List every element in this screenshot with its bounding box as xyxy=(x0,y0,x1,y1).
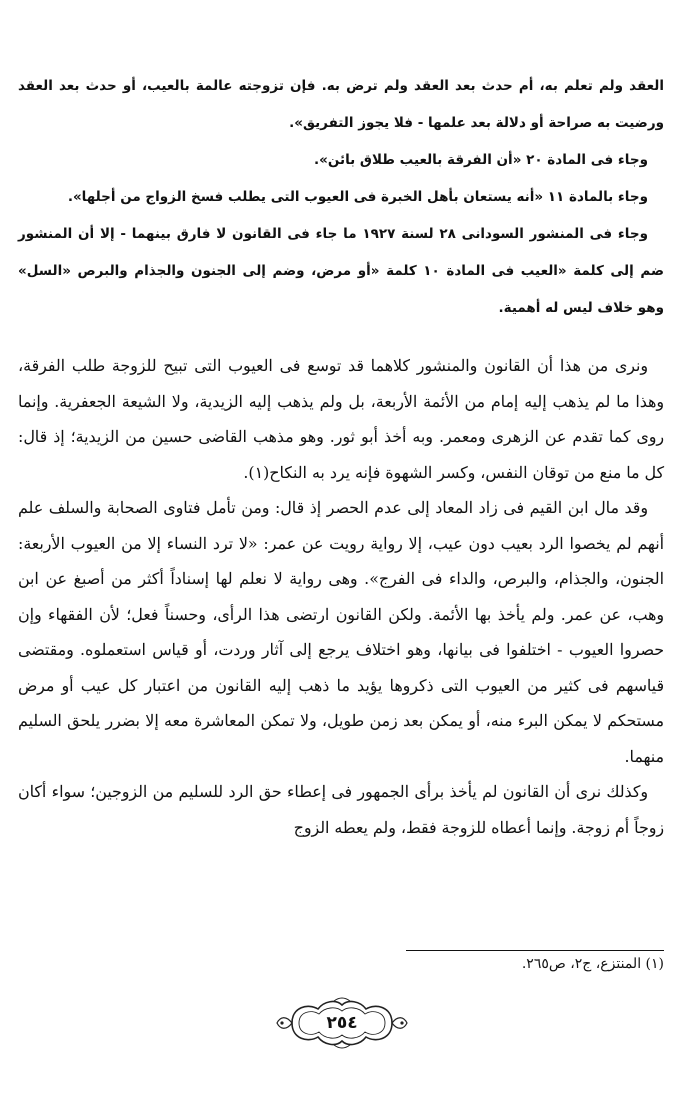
commentary-paragraph-3: وكذلك نرى أن القانون لم يأخذ برأى الجمهور فى إعطاء حق الرد للسليم من الزوجين؛ سواء أكان زوجاً أم زوجة. وإنما أعطاه للزوجة فقط، ولم يعطه الزوج xyxy=(18,782,664,837)
commentary-paragraph-1: ونرى من هذا أن القانون والمنشور كلاهما قد توسع فى العيوب التى تبيح للزوجة طلب الفرقة، وهذا ما لم يذهب إليه إمام من الأئمة الأربعة، بل ولم يذهب إليه الزيدية، ولا الشيعة الجعفرية. وإنما روى كما تقدم عن الزهرى ومعمر. وبه أخذ أبو ثور. وهو مذهب القاضى حسين من الزيدية؛ إذ قال: كل ما منع من توقان النفس، وكسر الشهوة فإنه يرد به النكاح(١). xyxy=(18,356,664,482)
law-paragraph-3: وجاء بالمادة ١١ «أنه يستعان بأهل الخبرة فى العيوب التى يطلب فسخ الزواج من أجلها». xyxy=(67,189,648,205)
footnote-divider xyxy=(406,950,664,951)
commentary-paragraph-2: وقد مال ابن القيم فى زاد المعاد إلى عدم الحصر إذ قال: ومن تأمل فتاوى الصحابة والسلف علم أنهم لم يخصوا الرد بعيب دون عيب، إلا رواية رويت عن عمر: «لا ترد النساء إلا من العيوب الأربعة: الجنون، والجذام، والبرص، والداء فى الفرج». وهى رواية لا نعلم لها إسناداً أكثر من أصبغ عن ابن وهب، عن عمر. ولم يأخذ بها الأئمة. ولكن القانون ارتضى هذا الرأى، وحسناً فعل؛ لأن الفقهاء وإن حصروا العيوب - اختلفوا فى بيانها، وهو اختلاف يرجع إلى آثار وردت، أو قياس استعملوه. ومقتضى قياسهم فى كثير من العيوب التى ذكروها يؤيد ما ذهب إليه القانون من اعتبار كل عيب أو مرض مستحكم لا يمكن البرء منه، أو يمكن بعد زمن طويل، ولا تمكن المعاشرة معه إلا بضرر يلحق السليم منهما. xyxy=(18,498,664,766)
law-paragraph-2: وجاء فى المادة ٢٠ «أن الفرقة بالعيب طلاق بائن». xyxy=(314,152,648,168)
law-paragraph-1: العقد ولم تعلم به، أم حدث بعد العقد ولم ترض به. فإن تزوجته عالمة بالعيب، أو حدث بعد العقد ورضيت به صراحة أو دلالة بعد علمها - فلا يجوز التفريق». xyxy=(18,78,664,131)
law-paragraph-4: وجاء فى المنشور السودانى ٢٨ لسنة ١٩٢٧ ما جاء فى القانون لا فارق بينهما - إلا أن المنشور ضم إلى كلمة «العيب فى المادة ١٠ كلمة «أو مرض، وضم إلى الجنون والجذام والبرص «السل» وهو خلاف ليس له أهمية. xyxy=(18,226,664,316)
footnote: (١) المنتزع، ج٢، ص٢٦٥. xyxy=(521,956,664,972)
law-quote-block xyxy=(18,68,664,327)
commentary-block xyxy=(18,348,664,845)
page-number: ٢٥٤ xyxy=(326,1013,358,1033)
